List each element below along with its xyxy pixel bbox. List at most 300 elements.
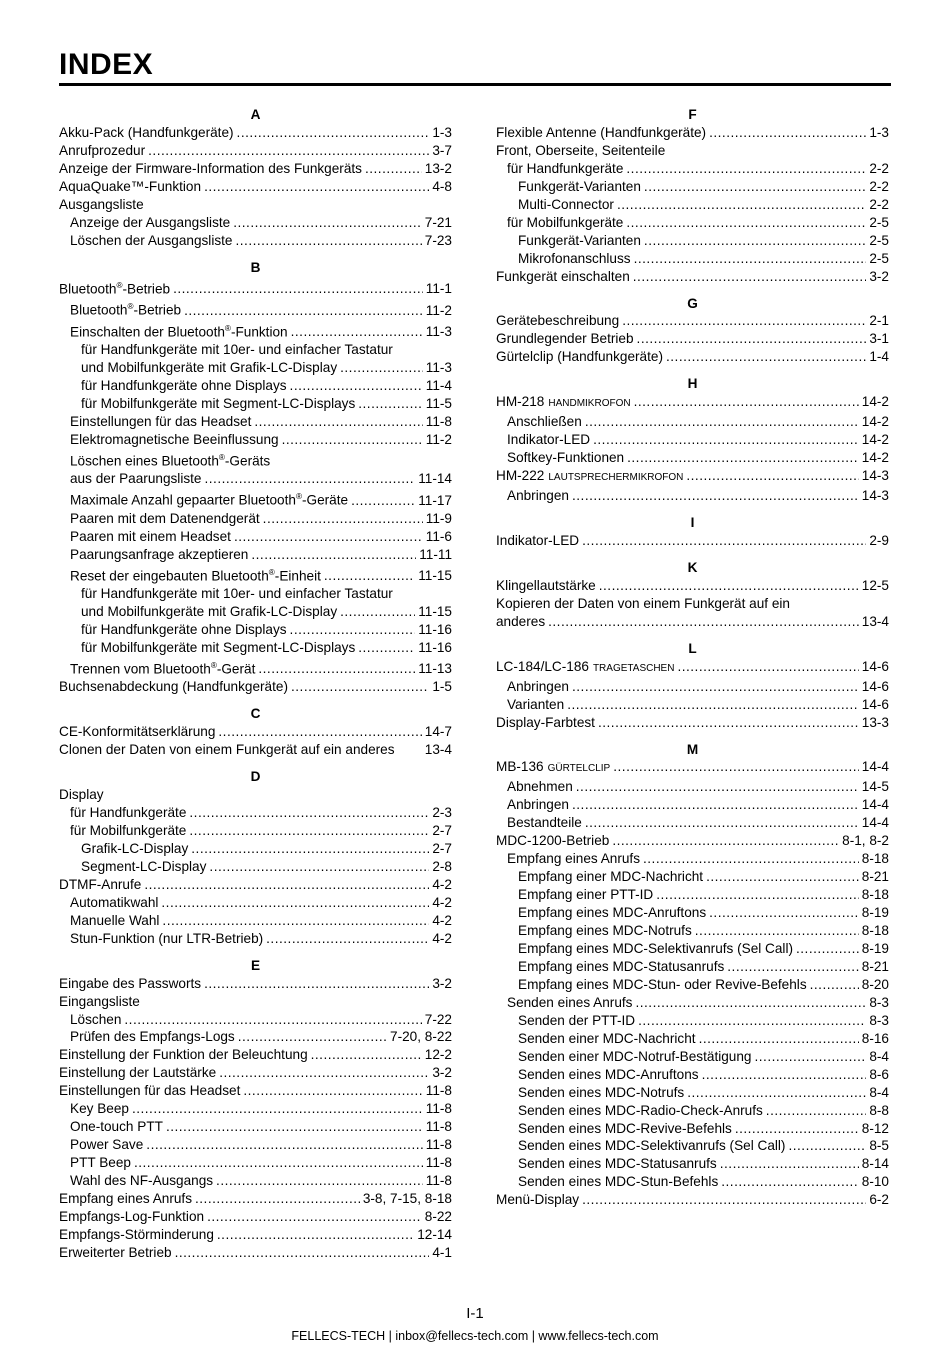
index-entry-page: 11-16: [418, 621, 452, 637]
index-entry-label: HM-218: [496, 394, 545, 410]
index-entry-label: Abnehmen: [507, 779, 573, 795]
index-entry-heading: [496, 595, 889, 613]
index-entry-page: 8-21: [861, 958, 889, 974]
index-entry: [496, 832, 889, 850]
index-entry-page: 8-18: [861, 887, 889, 903]
index-entry-page: 7-21: [424, 214, 452, 230]
index-entry-label: Senden eines MDC-Radio-Check-Anrufs: [518, 1102, 763, 1118]
leader-dots: [810, 976, 859, 994]
index-entry-label: CE-Konformitätserklärung: [59, 724, 216, 740]
index-entry: [496, 467, 889, 487]
index-entry-label: Löschen: [70, 1011, 122, 1027]
index-entry-page: 8-19: [861, 940, 889, 956]
index-entry-label: Akku-Pack (Handfunkgeräte): [59, 124, 234, 140]
index-entry-label: Segment-LC-Display: [81, 858, 207, 874]
index-entry-label: Indikator-LED: [496, 532, 580, 548]
index-section-heading: C: [250, 706, 261, 722]
leader-dots: [677, 658, 858, 676]
index-entry-label: Indikator-LED: [507, 432, 591, 448]
leader-dots: [695, 922, 859, 940]
index-entry: [496, 868, 889, 886]
index-section-heading: D: [250, 769, 261, 785]
index-entry: [496, 850, 889, 868]
index-entry-label: Ausgangsliste: [59, 196, 144, 212]
leader-dots: [638, 1012, 866, 1030]
index-entry-label: für Mobilfunkgeräte mit Segment-LC-Displays: [81, 395, 356, 411]
index-entry-page: 1-3: [432, 124, 452, 140]
leader-dots: [233, 214, 422, 232]
index-entry: [59, 277, 452, 298]
index-entry-label: Senden der PTT-ID: [518, 1012, 636, 1028]
index-entry: [59, 840, 452, 858]
index-entry-page: 11-8: [425, 1083, 452, 1099]
index-entry-label: Senden eines MDC-Statusanrufs: [518, 1156, 717, 1172]
leader-dots: [251, 546, 416, 564]
leader-dots: [282, 431, 423, 449]
index-entry-page: 11-3: [425, 359, 452, 375]
index-section-heading: I: [690, 515, 695, 531]
index-entry: [496, 124, 889, 142]
index-entry: [59, 930, 452, 948]
index-entry-heading: [59, 786, 452, 804]
index-entry-label: Löschen der Ausgangsliste: [70, 232, 233, 248]
index-entry-label: für Handfunkgeräte ohne Displays: [81, 377, 287, 393]
index-entry: [496, 1120, 889, 1138]
index-entry-label: Flexible Antenne (Handfunkgeräte): [496, 124, 707, 140]
index-entry-page: 2-2: [869, 196, 889, 212]
index-entry: [59, 528, 452, 546]
index-entry: [59, 1154, 452, 1172]
index-entry-heading: [59, 993, 452, 1011]
leader-dots: [218, 723, 421, 741]
leader-dots: [585, 814, 859, 832]
index-entry: [59, 510, 452, 528]
index-entry-page: 4-2: [432, 930, 452, 946]
leader-dots: [637, 330, 867, 348]
index-entry-page: 3-7: [432, 142, 452, 158]
leader-dots: [721, 1173, 859, 1191]
index-entry-page: 14-3: [861, 488, 889, 504]
index-entry-label: Senden einer MDC-Nachricht: [518, 1030, 696, 1046]
leader-dots: [358, 395, 423, 413]
index-entry-page: 11-1: [425, 281, 452, 297]
index-entry-label: für Mobilfunkgeräte mit Segment-LC-Displays: [81, 639, 356, 655]
index-entry: [59, 876, 452, 894]
index-entry-page: 8-10: [861, 1174, 889, 1190]
index-entry-page: 11-8: [425, 1137, 452, 1153]
index-entry: [496, 1102, 889, 1120]
index-entry-label: Elektromagnetische Beeinflussung: [70, 431, 279, 447]
index-entry-label: Klingellautstärke: [496, 577, 596, 593]
leader-dots: [189, 822, 429, 840]
index-entry-page: 14-6: [861, 696, 889, 712]
index-entry-label: Löschen eines Bluetooth®-Geräts: [70, 452, 271, 469]
index-section-heading: G: [687, 295, 698, 311]
index-entry: [496, 577, 889, 595]
page-number: I-1: [466, 1305, 484, 1322]
index-entry: [496, 393, 889, 413]
index-entry-page: 4-2: [432, 876, 452, 892]
index-entry: [496, 696, 889, 714]
index-entry: [59, 678, 452, 696]
index-entry-page: 13-4: [424, 742, 452, 758]
index-entry: [496, 886, 889, 904]
index-entry: [496, 268, 889, 286]
leader-dots: [644, 178, 866, 196]
leader-dots: [634, 393, 859, 411]
leader-dots: [173, 280, 423, 298]
index-entry-page: 3-1: [869, 331, 889, 347]
index-entry-label: Eingabe des Passworts: [59, 975, 202, 991]
index-entry-label: Funkgerät-Varianten: [518, 232, 641, 248]
leader-dots: [702, 1066, 867, 1084]
leader-dots: [706, 868, 859, 886]
index-entry: [59, 359, 452, 377]
leader-dots: [217, 1226, 414, 1244]
index-entry-page: 2-2: [869, 160, 889, 176]
index-entry: [59, 1118, 452, 1136]
index-entry-page: 11-14: [418, 471, 452, 487]
leader-dots: [656, 886, 859, 904]
index-entry: [59, 1011, 452, 1029]
index-entry: [496, 1155, 889, 1173]
index-entry-label: Einschalten der Bluetooth®-Funktion: [70, 323, 288, 340]
leader-dots: [216, 1172, 423, 1190]
index-entry-page: 8-16: [861, 1030, 889, 1046]
index-entry: [496, 758, 889, 778]
index-entry-page: 11-5: [425, 395, 452, 411]
index-entry-page: 8-19: [861, 905, 889, 921]
index-entry: [496, 330, 889, 348]
index-entry: [59, 1082, 452, 1100]
index-entry: [496, 994, 889, 1012]
index-entry: [59, 1028, 452, 1046]
index-entry-label: Wahl des NF-Ausgangs: [70, 1173, 214, 1189]
index-entry-page: 1-4: [869, 349, 889, 365]
index-entry: [496, 431, 889, 449]
index-entry-page: 4-8: [432, 178, 452, 194]
leader-dots: [613, 758, 859, 776]
leader-dots: [687, 1084, 866, 1102]
index-entry-page: 11-6: [425, 528, 452, 544]
leader-dots: [204, 975, 429, 993]
index-entry-page: 14-2: [861, 450, 889, 466]
index-entry-label: Paarungsanfrage akzeptieren: [70, 546, 249, 562]
index-entry: [496, 1030, 889, 1048]
leader-dots: [258, 660, 415, 678]
index-entry-page: 4-1: [432, 1244, 452, 1260]
index-entry-page: 13-2: [424, 160, 452, 176]
index-entry: [496, 160, 889, 178]
leader-dots: [134, 1154, 423, 1172]
index-entry-page: 8-4: [869, 1084, 889, 1100]
index-entry-page: 8-20: [861, 976, 889, 992]
index-entry-page: 11-8: [425, 1173, 452, 1189]
index-entry-page: 3-8, 7-15, 8-18: [362, 1191, 452, 1207]
index-entry: [496, 250, 889, 268]
index-entry-page: 14-2: [861, 414, 889, 430]
leader-dots: [290, 377, 423, 395]
index-entry-page: 7-23: [424, 232, 452, 248]
index-entry-page: 2-3: [432, 805, 452, 821]
index-entry: [496, 196, 889, 214]
index-entry-page: 8-5: [869, 1138, 889, 1154]
index-entry-page: 7-22: [424, 1011, 452, 1027]
index-entry-page: 8-6: [869, 1066, 889, 1082]
leader-dots: [599, 577, 859, 595]
leader-dots: [340, 359, 423, 377]
index-entry-page: 2-8: [432, 858, 452, 874]
index-entry-label: Gürtelclip (Handfunkgeräte): [496, 349, 663, 365]
leader-dots: [582, 532, 866, 550]
index-entry-label: Einstellung der Lautstärke: [59, 1065, 217, 1081]
index-entry-label: Display: [59, 787, 104, 803]
index-entry-label: Senden eines MDC-Stun-Befehls: [518, 1174, 719, 1190]
index-entry: [496, 413, 889, 431]
index-entry: [59, 377, 452, 395]
index-entry-label: Stun-Funktion (nur LTR-Betrieb): [70, 930, 264, 946]
index-entry-label: Bluetooth®-Betrieb: [70, 302, 182, 318]
leader-dots: [254, 413, 422, 431]
index-entry-label: Empfangs-Log-Funktion: [59, 1209, 205, 1224]
index-entry: [496, 613, 889, 631]
index-entry: [59, 178, 452, 196]
index-entry-label: Paaren mit dem Datenendgerät: [70, 510, 260, 526]
leader-dots: [263, 510, 423, 528]
index-section-heading: A: [250, 107, 261, 122]
index-entry: [496, 922, 889, 940]
index-entry-page: 3-2: [869, 268, 889, 284]
index-entry: [496, 658, 889, 678]
index-entry-page: 11-9: [425, 510, 452, 526]
index-entry-page: 11-8: [425, 1101, 452, 1117]
index-entry-label: Softkey-Funktionen: [507, 450, 625, 466]
index-entry-label: Varianten: [507, 696, 565, 712]
leader-dots: [766, 1102, 867, 1120]
index-entry: [59, 124, 452, 142]
index-entry-label: Prüfen des Empfangs-Logs: [70, 1029, 235, 1045]
index-entry-label: Mikrofonanschluss: [518, 250, 631, 266]
index-section-heading: K: [687, 559, 698, 575]
index-entry-label: Empfang einer PTT-ID: [518, 887, 654, 903]
index-entry-page: 14-6: [861, 658, 889, 674]
index-entry-page: 12-2: [424, 1047, 452, 1063]
index-entry-label: Kopieren der Daten von einem Funkgerät auf ein: [496, 595, 790, 611]
index-entry-label: Anbringen: [507, 488, 569, 504]
index-entry-label: Paaren mit einem Headset: [70, 528, 231, 544]
index-entry-label: und Mobilfunkgeräte mit Grafik-LC-Display: [81, 359, 338, 375]
index-entry: [59, 320, 452, 341]
index-entry-page: 11-2: [425, 431, 452, 447]
leader-dots: [754, 1048, 866, 1066]
leader-dots: [666, 348, 866, 366]
index-section-heading: L: [688, 640, 697, 656]
leader-dots: [291, 678, 429, 696]
index-entry-page: 1-3: [869, 124, 889, 140]
index-entry-label: für Handfunkgeräte mit 10er- und einfacher Tastatur: [81, 586, 393, 602]
page-footer: FELLECS-TECH | inbox@fellecs-tech.com | www.fellecs-tech.com: [291, 1329, 659, 1343]
index-entry: [59, 546, 452, 564]
leader-dots: [643, 850, 859, 868]
index-section-heading: H: [687, 376, 698, 392]
index-entry-category: LAUTSPRECHERMIKROFON: [548, 472, 684, 484]
index-entry-label: PTT Beep: [70, 1155, 131, 1171]
index-entry: [496, 976, 889, 994]
index-entry-page: 14-5: [861, 779, 889, 795]
index-entry-page: 2-5: [869, 250, 889, 266]
index-entry: [496, 312, 889, 330]
leader-dots: [340, 603, 415, 621]
index-entry: [496, 1191, 889, 1209]
index-entry-page: 4-2: [432, 912, 452, 928]
index-entry-label: Empfang eines MDC-Stun- oder Revive-Befehls: [518, 976, 807, 992]
leader-dots: [290, 621, 416, 639]
index-entry-page: 4-2: [432, 894, 452, 910]
index-entry-page: 2-5: [869, 214, 889, 230]
leader-dots: [148, 142, 429, 160]
leader-dots: [626, 214, 866, 232]
index-entry: [59, 1172, 452, 1190]
index-entry-label: Manuelle Wahl: [70, 912, 160, 928]
index-entry: [59, 975, 452, 993]
index-entry-label: Senden eines MDC-Revive-Befehls: [518, 1120, 732, 1136]
index-entry-label: Bluetooth®-Betrieb: [59, 280, 171, 297]
index-entry: [496, 214, 889, 232]
index-section-heading: B: [250, 259, 261, 275]
leader-dots: [635, 994, 866, 1012]
index-entry: [59, 1244, 452, 1262]
index-entry: [59, 1226, 452, 1244]
index-entry-page: 13-3: [861, 714, 889, 730]
leader-dots: [572, 796, 859, 814]
index-entry-page: 2-7: [432, 822, 452, 838]
leader-dots: [351, 492, 415, 510]
index-entry-category: HANDMIKROFON: [548, 398, 631, 410]
index-entry-page: 8-3: [869, 994, 889, 1010]
index-entry: [59, 1208, 452, 1226]
index-entry-label: Grafik-LC-Display: [81, 840, 189, 856]
leader-dots: [788, 1137, 866, 1155]
index-entry-label: und Mobilfunkgeräte mit Grafik-LC-Display: [81, 603, 338, 619]
index-entry-label: Grundlegender Betrieb: [496, 331, 634, 347]
index-entry: [496, 904, 889, 922]
leader-dots: [567, 696, 859, 714]
index-entry-label: Einstellung der Funktion der Beleuchtung: [59, 1047, 308, 1063]
index-entry: [59, 298, 452, 319]
index-entry-label: Buchsenabdeckung (Handfunkgeräte): [59, 679, 288, 695]
index-column-right: [496, 106, 889, 1209]
index-entry-page: 11-17: [418, 492, 452, 508]
index-entry: [59, 1136, 452, 1154]
index-entry-page: 3-2: [432, 1065, 452, 1081]
index-entry: [59, 232, 452, 250]
index-entry-label: Maximale Anzahl gepaarter Bluetooth®-Geräte: [70, 492, 349, 508]
index-entry: [59, 894, 452, 912]
leader-dots: [132, 1100, 423, 1118]
index-entry-page: 8-12: [861, 1120, 889, 1136]
index-entry: [59, 822, 452, 840]
leader-dots: [207, 1208, 422, 1226]
index-entry: [496, 814, 889, 832]
leader-dots: [572, 487, 859, 505]
leader-dots: [582, 1191, 866, 1209]
index-entry-heading: [59, 585, 452, 603]
index-entry: [496, 232, 889, 250]
index-entry: [59, 603, 452, 621]
index-entry: [496, 1012, 889, 1030]
leader-dots: [617, 196, 866, 214]
leader-dots: [146, 1136, 423, 1154]
index-entry-label: Empfang eines MDC-Statusanrufs: [518, 958, 725, 974]
index-entry: [59, 214, 452, 232]
index-entry-label: Einstellungen für das Headset: [70, 413, 252, 429]
index-entry-heading: [496, 142, 889, 160]
index-entry-label: Senden eines MDC-Notrufs: [518, 1084, 685, 1100]
index-entry-page: 14-4: [861, 759, 889, 775]
index-entry: [59, 657, 452, 678]
index-entry: [59, 431, 452, 449]
index-entry-page: 2-2: [869, 178, 889, 194]
title-rule: [59, 83, 891, 86]
index-entry-page: 3-2: [432, 975, 452, 991]
index-entry-label: Einstellungen für das Headset: [59, 1083, 241, 1099]
leader-dots: [162, 912, 429, 930]
index-entry: [59, 639, 452, 657]
leader-dots: [189, 804, 429, 822]
index-entry-label: für Handfunkgeräte ohne Displays: [81, 621, 287, 637]
index-entry: [496, 778, 889, 796]
index-entry-label: Anzeige der Ausgangsliste: [70, 214, 231, 230]
leader-dots: [175, 1244, 430, 1262]
leader-dots: [576, 778, 859, 796]
index-entry: [496, 678, 889, 696]
leader-dots: [234, 528, 423, 546]
leader-dots: [266, 930, 429, 948]
index-entry-label: aus der Paarungsliste: [70, 471, 202, 487]
index-entry: [496, 1084, 889, 1102]
leader-dots: [144, 876, 429, 894]
index-entry: [496, 1173, 889, 1191]
index-entry: [59, 413, 452, 431]
index-entry-page: 12-5: [861, 577, 889, 593]
index-entry-page: 14-4: [861, 797, 889, 813]
leader-dots: [204, 178, 429, 196]
index-entry-label: Empfang eines MDC-Selektivanrufs (Sel Call): [518, 940, 793, 956]
index-entry-page: 11-8: [425, 1119, 452, 1135]
leader-dots: [644, 232, 866, 250]
leader-dots: [572, 678, 859, 696]
index-entry-label: für Handfunkgeräte: [70, 805, 187, 821]
index-entry-label: Reset der eingebauten Bluetooth®-Einheit: [70, 567, 321, 584]
index-entry-page: 11-2: [425, 302, 452, 318]
index-entry: [496, 449, 889, 467]
index-section-heading: M: [686, 741, 699, 757]
index-entry: [59, 741, 452, 759]
index-entry-label: Anrufprozedur: [59, 142, 146, 158]
index-entry: [496, 532, 889, 550]
index-entry-label: Senden eines Anrufs: [507, 994, 633, 1010]
leader-dots: [626, 160, 866, 178]
leader-dots: [184, 302, 423, 320]
index-entry-page: 8-8: [869, 1102, 889, 1118]
index-entry: [496, 796, 889, 814]
index-entry: [496, 1066, 889, 1084]
index-entry-page: 11-11: [419, 546, 452, 562]
index-entry-page: 11-15: [418, 603, 452, 619]
index-entry-page: 8-4: [869, 1048, 889, 1064]
leader-dots: [235, 232, 421, 250]
index-entry: [59, 564, 452, 585]
